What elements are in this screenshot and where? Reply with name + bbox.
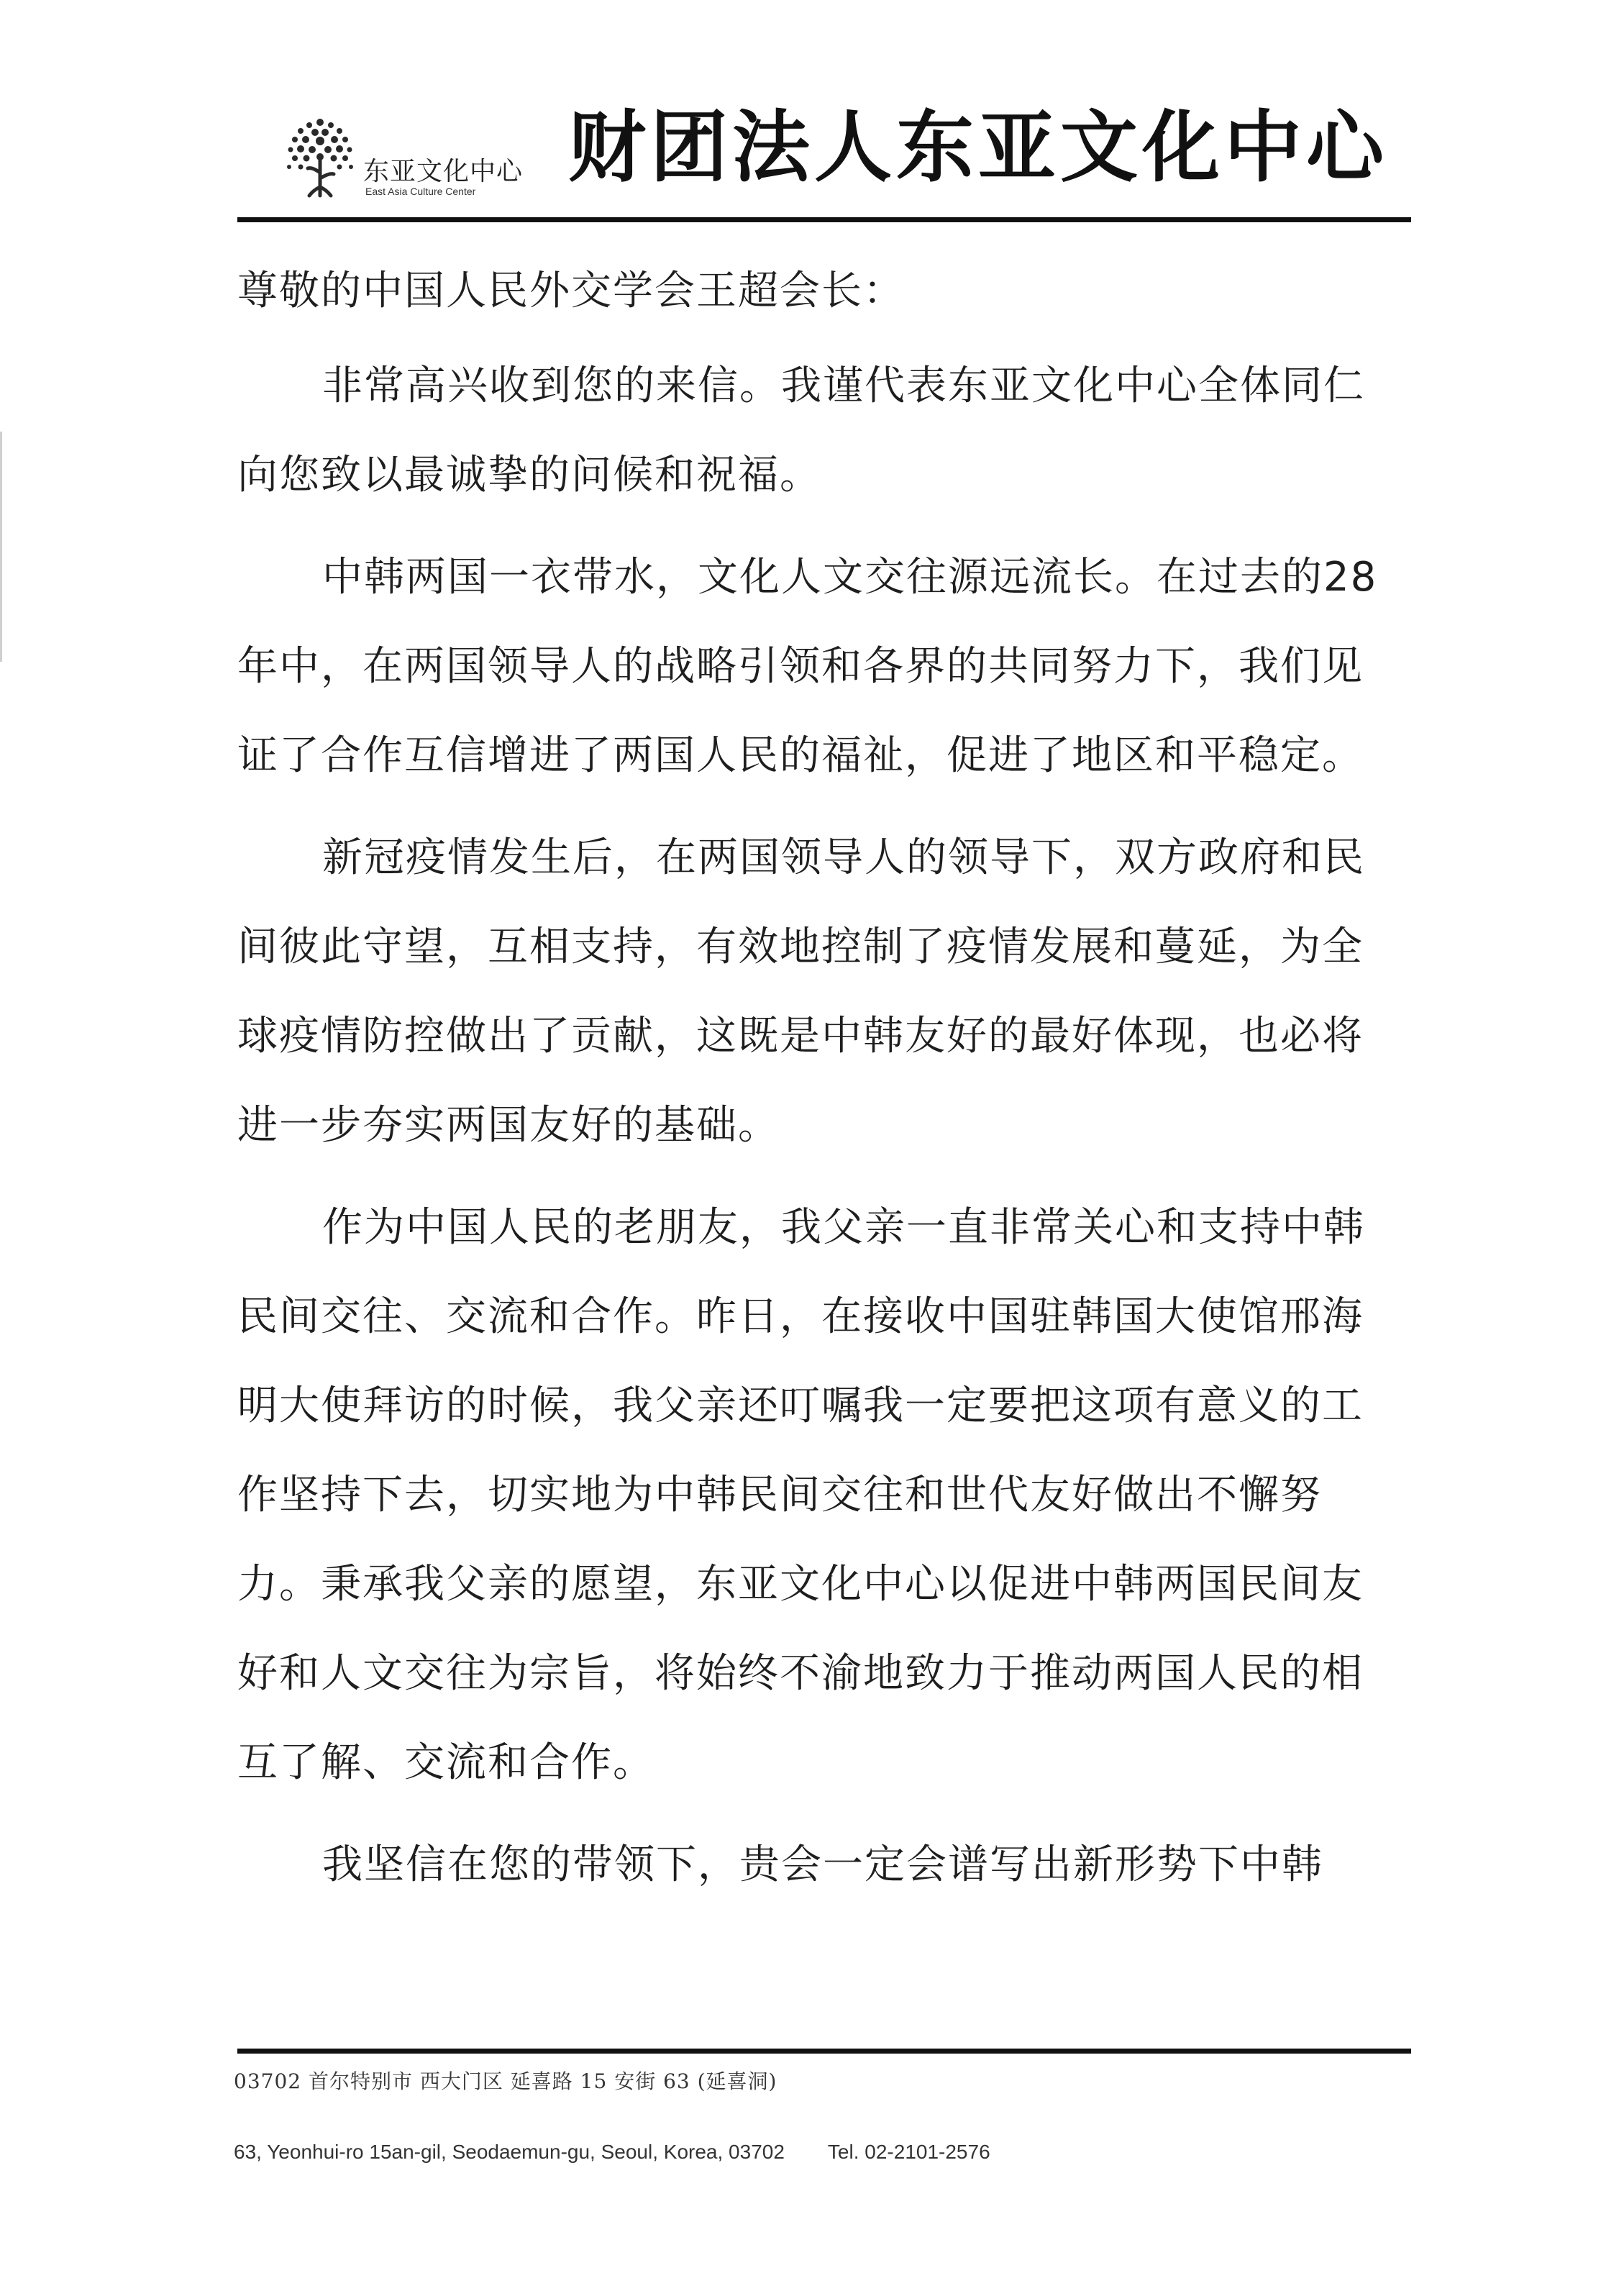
footer-address-cn: 03702 首尔特别市 西大门区 延喜路 15 安街 63 (延喜洞) (234, 2069, 777, 2093)
salutation: 尊敬的中国人民外交学会王超会长： (237, 268, 905, 314)
paragraph: 作为中国人民的老朋友，我父亲一直非常关心和支持中韩民间交往、交流和合作。昨日，在接收中国驻韩国大使馆邢海明大使拜访的时候，我父亲还叮嘱我一定要把这项有意义的工作坚持下去，切实地为中韩民间交往和世代友好做出不懈努力。秉承我父亲的愿望，东亚文化中心以促进中韩两国民间友好和人文交往为宗旨，将始终不渝地致力于推动两国人民的相互了解、交流和合作。 (237, 1204, 1365, 1786)
tree-logo-icon (280, 115, 360, 201)
paragraph: 中韩两国一衣带水，文化人文交往源远流长。在过去的28年中，在两国领导人的战略引领和各界的共同努力下，我们见证了合作互信增进了两国人民的福祉，促进了地区和平稳定。 (237, 554, 1378, 779)
paragraph: 我坚信在您的带领下，贵会一定会谱写出新形势下中韩 (322, 1841, 1323, 1888)
footer-telephone: Tel. 02-2101-2576 (827, 2141, 990, 2163)
paragraph: 新冠疫情发生后，在两国领导人的领导下，双方政府和民间彼此守望，互相支持，有效地控制了疫情发展和蔓延，为全球疫情防控做出了贡献，这既是中韩友好的最好体现，也必将进一步夯实两国友好的基础。 (237, 834, 1365, 1149)
organization-name: 财团法人东亚文化中心 (568, 103, 1389, 193)
letterhead (237, 94, 1410, 212)
footer-address-en: 63, Yeonhui-ro 15an-gil, Seodaemun-gu, Seoul, Korea, 03702 (234, 2141, 785, 2163)
footer-divider (237, 2049, 1411, 2054)
footer-address-en-line (234, 2141, 990, 2164)
logo-text-cn: 东亚文化中心 (363, 157, 524, 186)
header-divider (237, 217, 1411, 222)
logo-text-en: East Asia Culture Center (365, 186, 476, 197)
scan-edge-artifact (0, 432, 2, 662)
letter-body (237, 248, 1402, 1923)
paragraph: 非常高兴收到您的来信。我谨代表东亚文化中心全体同仁向您致以最诚挚的问候和祝福。 (237, 363, 1365, 498)
